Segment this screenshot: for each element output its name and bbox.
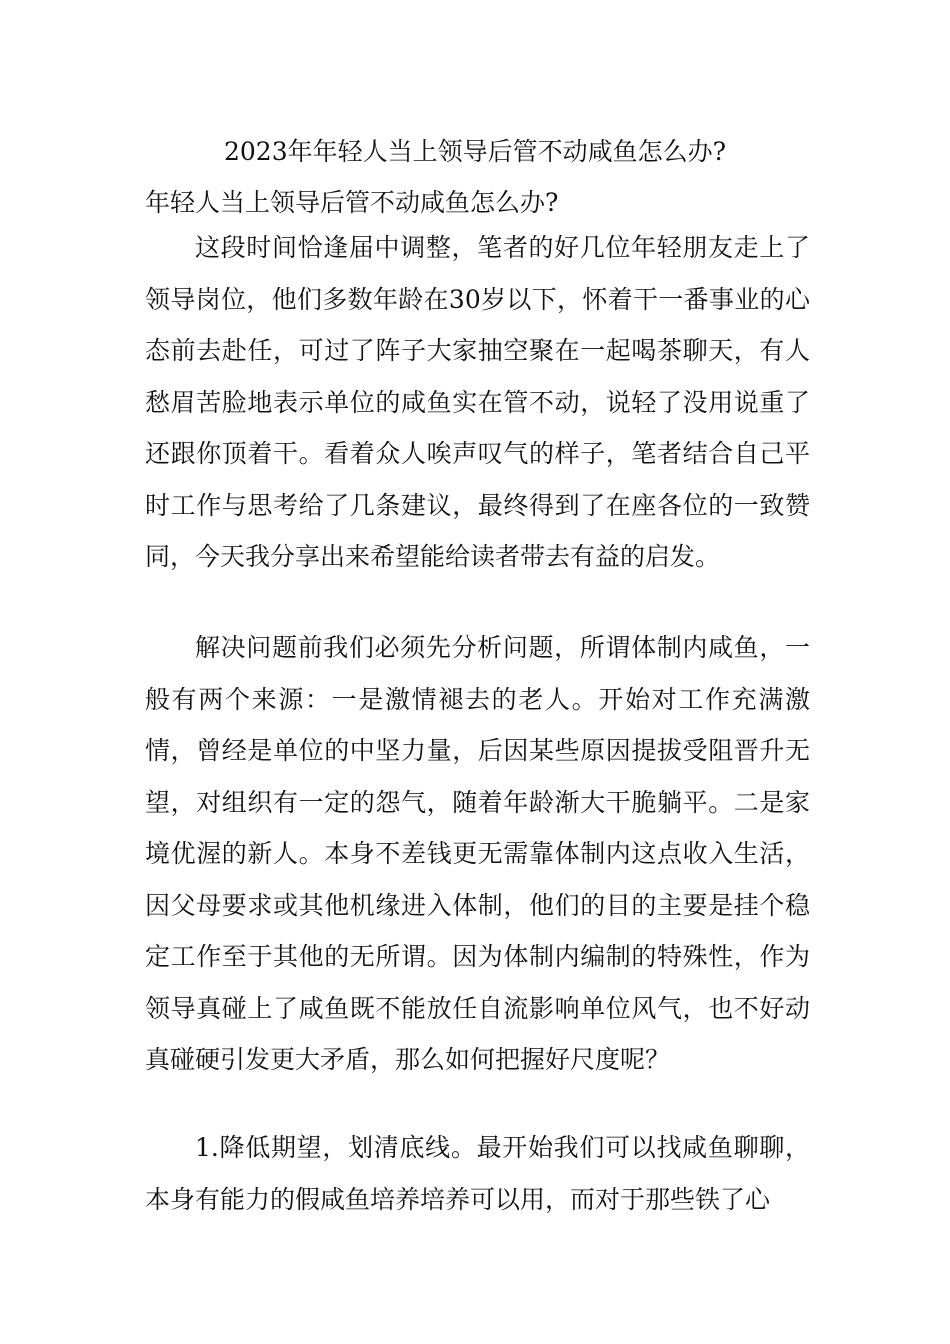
paragraph-intro: 这段时间恰逢届中调整，笔者的好几位年轻朋友走上了领导岗位，他们多数年龄在30岁以下，怀着干一番事业的心态前去赴任，可过了阵子大家抽空聚在一起喝茶聊天，有人愁眉苦脸地表示单位的咸鱼实在管不动，说轻了没用说重了还跟你顶着干。看着众人唉声叹气的样子，笔者结合自己平时工作与思考给了几条建议，最终得到了在座各位的一致赞同，今天我分享出来希望能给读者带去有益的启发。 bbox=[145, 233, 810, 571]
paragraph-analysis: 解决问题前我们必须先分析问题，所谓体制内咸鱼，一般有两个来源：一是激情褪去的老人。开始对工作充满激情，曾经是单位的中坚力量，后因某些原因提拔受阻晋升无望，对组织有一定的怨气，随着年龄渐大干脆躺平。二是家境优渥的新人。本身不差钱更无需靠体制内这点收入生活，因父母要求或其他机缘进入体制，他们的目的主要是挂个稳定工作至于其他的无所谓。因为体制内编制的特殊性，作为领导真碰上了咸鱼既不能放任自流影响单位风气，也不好动真碰硬引发更大矛盾，那么如何把握好尺度呢？ bbox=[145, 633, 810, 1074]
document-title: 2023年年轻人当上领导后管不动咸鱼怎么办? bbox=[223, 137, 727, 166]
paragraph-point-1: 1.降低期望，划清底线。最开始我们可以找咸鱼聊聊，本身有能力的假咸鱼培养培养可以用，而对于那些铁了心 bbox=[145, 1133, 810, 1214]
document-subtitle: 年轻人当上领导后管不动咸鱼怎么办? bbox=[145, 188, 559, 217]
